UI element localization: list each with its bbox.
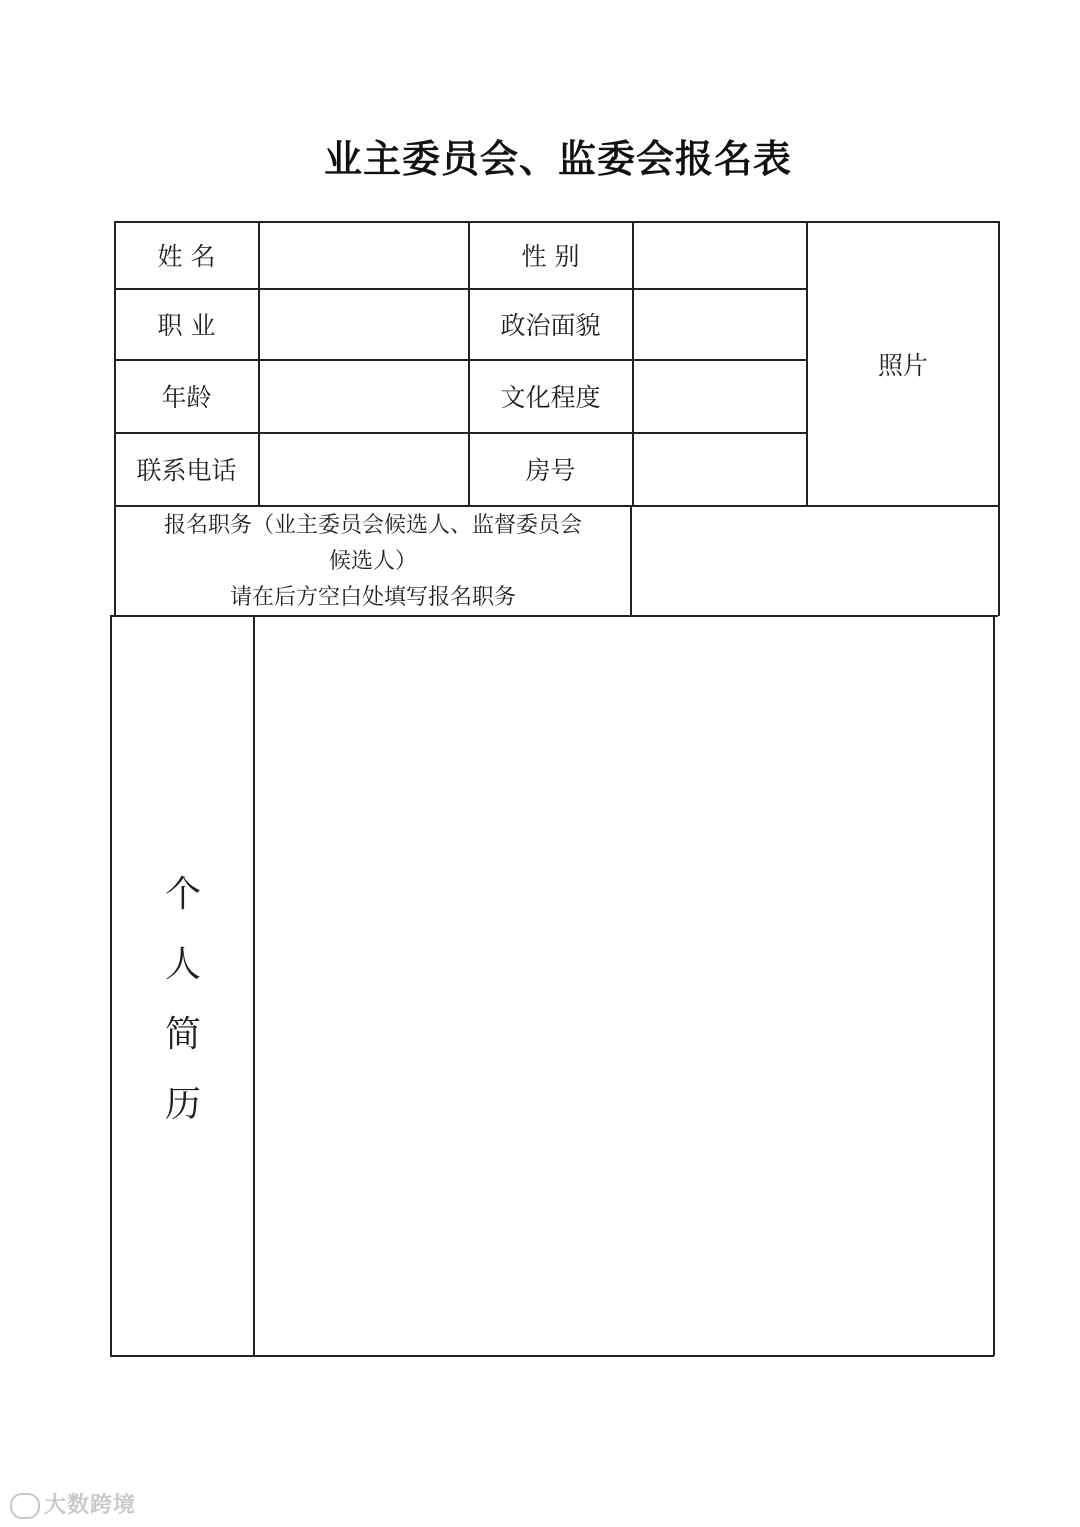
occupation-field[interactable] (260, 290, 467, 358)
table-border-right-lower (993, 615, 995, 1356)
watermark-logo-icon (10, 1493, 40, 1519)
resume-label-char-4: 历 (164, 1084, 201, 1125)
name-label: 姓 名 (157, 242, 216, 271)
occupation-label: 职 业 (157, 311, 216, 340)
room-number-field[interactable] (634, 434, 805, 504)
name-field[interactable] (260, 223, 467, 287)
phone-field[interactable] (260, 434, 467, 504)
age-field[interactable] (260, 361, 467, 431)
resume-field[interactable] (255, 617, 992, 1354)
education-label: 文化程度 (500, 383, 601, 412)
position-field[interactable] (632, 507, 997, 614)
gender-label: 性 别 (521, 242, 580, 271)
phone-label: 联系电话 (136, 456, 237, 485)
photo-label: 照片 (877, 350, 928, 380)
resume-label-char-3: 简 (164, 1014, 201, 1055)
form-title: 业主委员会、监委会报名表 (323, 136, 792, 181)
age-label: 年龄 (161, 383, 212, 412)
watermark (10, 1488, 136, 1519)
table-border-bottom (110, 1355, 994, 1357)
resume-label-char-1: 个 (164, 874, 201, 915)
resume-label-char-2: 人 (164, 944, 201, 985)
political-status-field[interactable] (634, 290, 805, 358)
gender-field[interactable] (634, 223, 805, 287)
position-label-line1: 报名职务（业主委员会候选人、监督委员会 (163, 513, 582, 538)
table-border-right-upper (998, 221, 1000, 616)
education-field[interactable] (634, 361, 805, 431)
position-label-line3: 请在后方空白处填写报名职务 (229, 585, 516, 610)
political-status-label: 政治面貌 (500, 311, 601, 340)
position-label-line2: 候选人） (328, 549, 417, 574)
room-number-label: 房号 (525, 456, 576, 485)
watermark-text: 大数跨境 (44, 1493, 137, 1518)
